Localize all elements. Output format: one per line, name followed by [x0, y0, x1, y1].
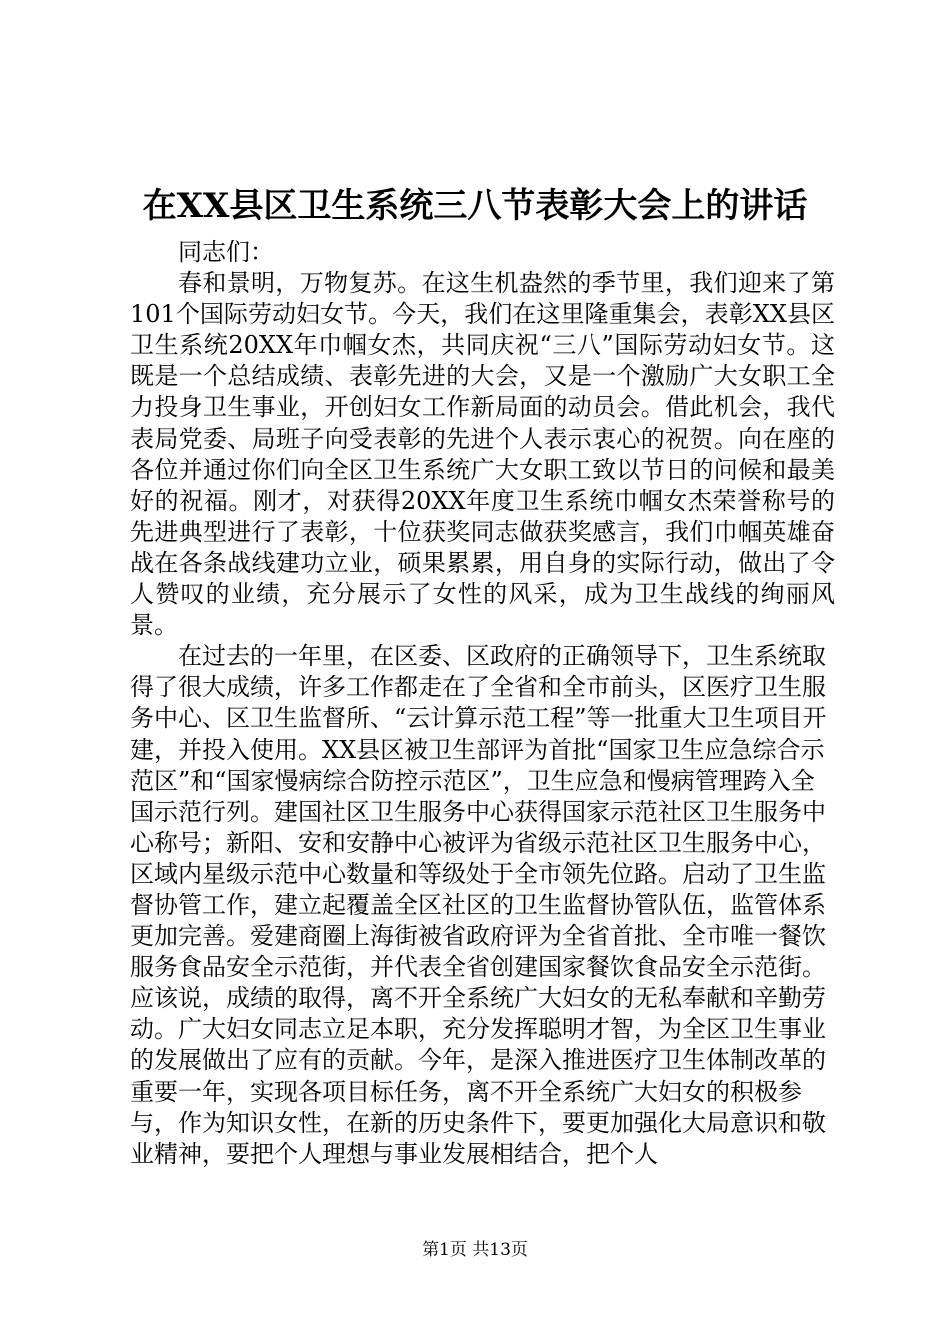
document-title: 在XX县区卫生系统三八节表彰大会上的讲话	[142, 186, 808, 226]
body-paragraph: 春和景明，万物复苏。在这生机盎然的季节里，我们迎来了第101个国际劳动妇女节。今天，我们在这里隆重集会，表彰XX县区卫生系统20XX年巾帼女杰，共同庆祝“三八”国际劳动妇女节。这既是一个总结成绩、表彰先进的大会，又是一个激励广大女职工全力投身卫生事业，开创妇女工作新局面的动员会。借此机会，我代表局党委、局班子向受表彰的先进个人表示衷心的祝贺。向在座的各位并通过你们向全区卫生系统广大女职工致以节日的问候和最美好的祝福。刚才，对获得20XX年度卫生系统巾帼女杰荣誉称号的先进典型进行了表彰，十位获奖同志做获奖感言，我们巾帼英雄奋战在各条战线建功立业，硕果累累，用自身的实际行动，做出了令人赞叹的业绩，充分展示了女性的风采，成为卫生战线的绚丽风景。	[130, 269, 835, 640]
salutation-paragraph: 同志们：	[178, 238, 274, 266]
body-paragraph: 在过去的一年里，在区委、区政府的正确领导下，卫生系统取得了很大成绩，许多工作都走在了全省和全市前头，区医疗卫生服务中心、区卫生监督所、“云计算示范工程”等一批重大卫生项目开建，并投入使用。XX县区被卫生部评为首批“国家卫生应急综合示范区”和“国家慢病综合防控示范区”，卫生应急和慢病管理跨入全国示范行列。建国社区卫生服务中心获得国家示范社区卫生服务中心称号；新阳、安和安静中心被评为省级示范社区卫生服务中心，区域内星级示范中心数量和等级处于全市领先位路。启动了卫生监督协管工作，建立起覆盖全区社区的卫生监督协管队伍，监管体系更加完善。爱建商圈上海街被省政府评为全省首批、全市唯一餐饮服务食品安全示范街，并代表全省创建国家餐饮食品安全示范街。应该说，成绩的取得，离不开全系统广大妇女的无私奉献和辛勤劳动。广大妇女同志立足本职，充分发挥聪明才智，为全区卫生事业的发展做出了应有的贡献。今年，是深入推进医疗卫生体制改革的重要一年，实现各项目标任务，离不开全系统广大妇女的积极参与，作为知识女性，在新的历史条件下，要更加强化大局意识和敬业精神，要把个人理想与事业发展相结合，把个人	[130, 642, 827, 1168]
document-body	[130, 237, 835, 1170]
page-footer: 第1页 共13页	[422, 1240, 528, 1260]
